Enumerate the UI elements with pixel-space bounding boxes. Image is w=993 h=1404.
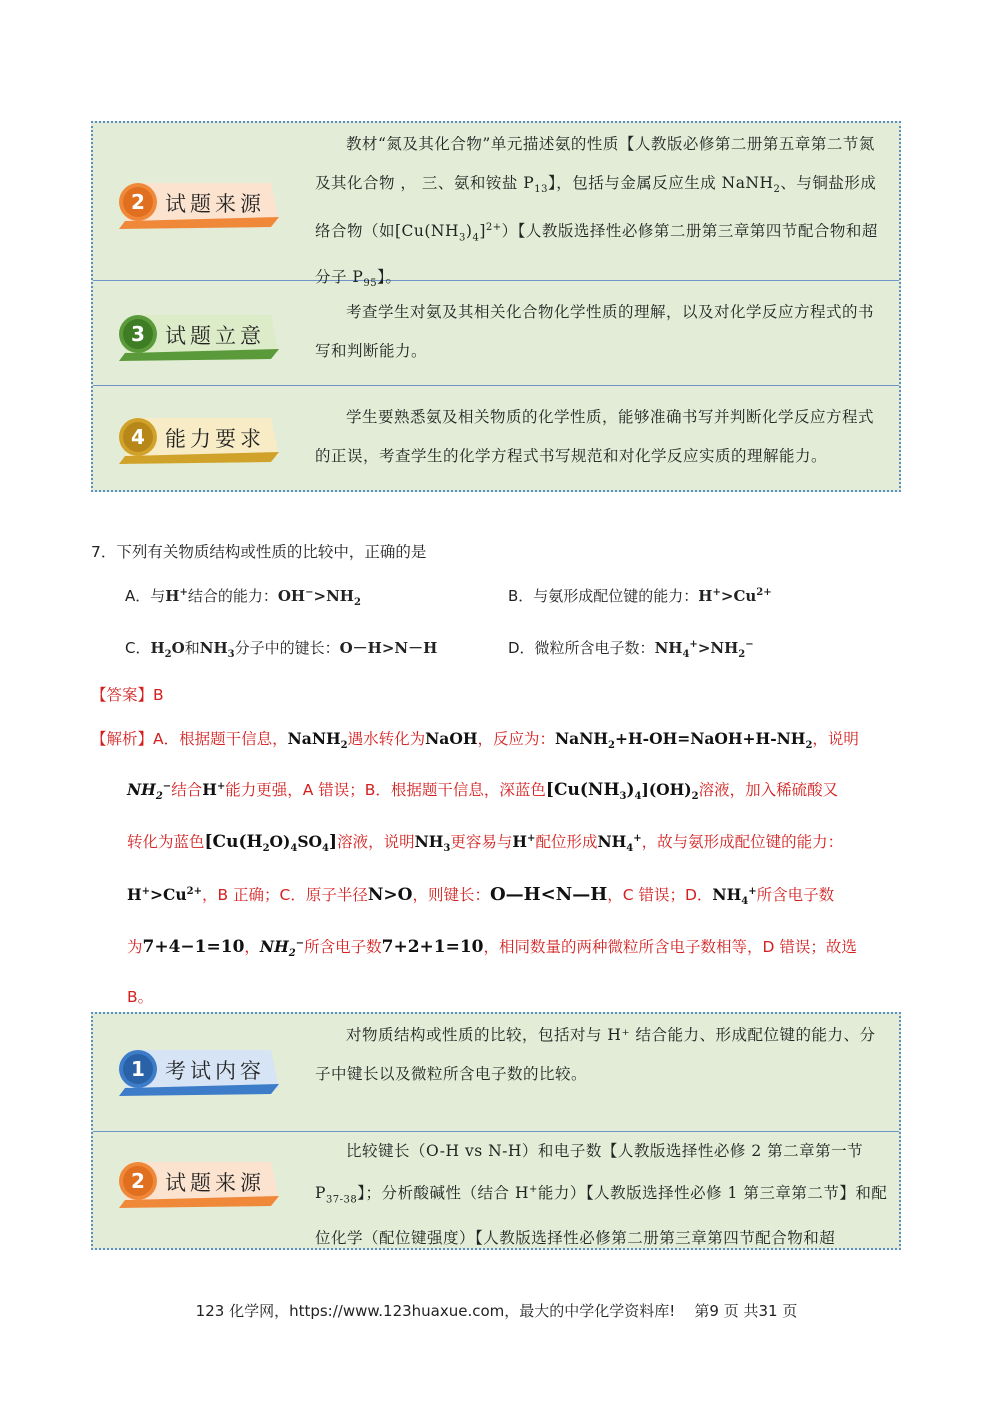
- footer-site: 123 化学网，https://www.123huaxue.com，最大的中学化学资料库!: [195, 1302, 676, 1320]
- page-footer: [0, 1300, 993, 1321]
- analysis-line-6: B。: [127, 988, 154, 1006]
- info-panel-1: [91, 121, 901, 492]
- badge-label: 能力要求: [165, 427, 265, 451]
- panel-row-content: [93, 1014, 899, 1132]
- analysis-line-3: 转化为蓝色$[Cu(H_2O)_4SO_4]$溶液，说明$NH_3$更容易与H+配位形成$NH_4^+$，故与氨形成配位键的能力：: [127, 832, 844, 855]
- panel-row-source: [93, 123, 899, 289]
- badge-number: 3: [131, 322, 145, 346]
- analysis-line-5: 为7+4−1=10，$NH_2^-$所含电子数7+2+1=10，相同数量的两种微粒所含电子数相等，D 错误；故选: [127, 937, 857, 960]
- option-b: B．与氨形成配位键的能力：$H^+>Cu^{2+}$: [508, 587, 772, 605]
- analysis-line-1: 【解析】A．根据题干信息，NaNH$_2$遇水转化为NaOH，反应为：$NaNH_2+H-OH=NaOH+H-NH_2$，说明: [91, 729, 859, 752]
- badge-label: 试题来源: [165, 192, 265, 216]
- option-a: A．与H+结合的能力：$OH^->NH_2$: [125, 587, 361, 608]
- panel-row-intent: [93, 281, 899, 386]
- analysis-line-2: $NH_2^-$结合H+能力更强，A 错误；B．根据题干信息，深蓝色$[Cu(NH_3)_4](OH)_2$溶液，加入稀硫酸又: [127, 780, 839, 803]
- badge-content: [111, 1040, 283, 1100]
- intent-text: 考查学生对氨及其相关化合物化学性质的理解，以及对化学反应方程式的书写和判断能力。: [315, 303, 875, 360]
- panel-row-source-2: [93, 1132, 899, 1248]
- content-text: 对物质结构或性质的比较，包括对与 H⁺ 结合能力、形成配位键的能力、分子中键长以及微粒所含电子数的比较。: [315, 1026, 876, 1083]
- badge-number: 1: [131, 1057, 145, 1081]
- badge-intent: [111, 305, 283, 365]
- badge-number: 2: [131, 190, 145, 214]
- panel-row-ability: [93, 386, 899, 490]
- footer-page-number: 第9 页 共31 页: [694, 1302, 798, 1320]
- option-c: C．$H_2O$和$NH_3$分子中的键长：O－H>N－H: [125, 639, 438, 660]
- badge-label: 试题立意: [165, 324, 265, 348]
- analysis-line-4: $H^+>Cu^{2+}$，B 正确；C．原子半径N>O，则键长：O—H<N—H，C 错误；D．$NH_4^+$所含电子数: [127, 884, 835, 908]
- badge-source-2: [111, 1152, 283, 1212]
- ability-text: 学生要熟悉氨及相关物质的化学性质，能够准确书写并判断化学反应方程式的正误，考查学生的化学方程式书写规范和对化学反应实质的理解能力。: [315, 408, 875, 465]
- badge-source: [111, 173, 283, 233]
- badge-label: 试题来源: [165, 1171, 265, 1195]
- source-text-2: 比较键长（O-H vs N-H）和电子数【人教版选择性必修 2 第二章第一节 $P_{37-38}$】；分析酸碱性（结合 H+能力）【人教版选择性必修 1 第三章第二节】和配位化学（配位键强度）【人教版选择性必修第二册第三章第四节配合物和超: [315, 1142, 888, 1246]
- badge-label: 考试内容: [165, 1059, 265, 1083]
- question-stem: 7．下列有关物质结构或性质的比较中，正确的是: [91, 543, 427, 561]
- answer-line: 【答案】B: [91, 686, 164, 704]
- source-text: 教材“氮及其化合物”单元描述氨的性质【人教版必修第二册第五章第二节氮及其化合物 ， 三、氨和铵盐 $P_{13}$】，包括与金属反应生成 NaNH$_2$、与铜盐形成络合物（如$[Cu(NH_3)_4]^{2+}$）【人教版选择性必修第二册第三章第四节配合物和超分子 $P_{95}$】。: [315, 135, 878, 289]
- option-d: D．微粒所含电子数：$NH_4^+>NH_2^-$: [508, 639, 754, 660]
- badge-ability: [111, 408, 283, 468]
- badge-number: 4: [131, 425, 145, 449]
- info-panel-2: [91, 1012, 901, 1250]
- badge-number: 2: [131, 1169, 145, 1193]
